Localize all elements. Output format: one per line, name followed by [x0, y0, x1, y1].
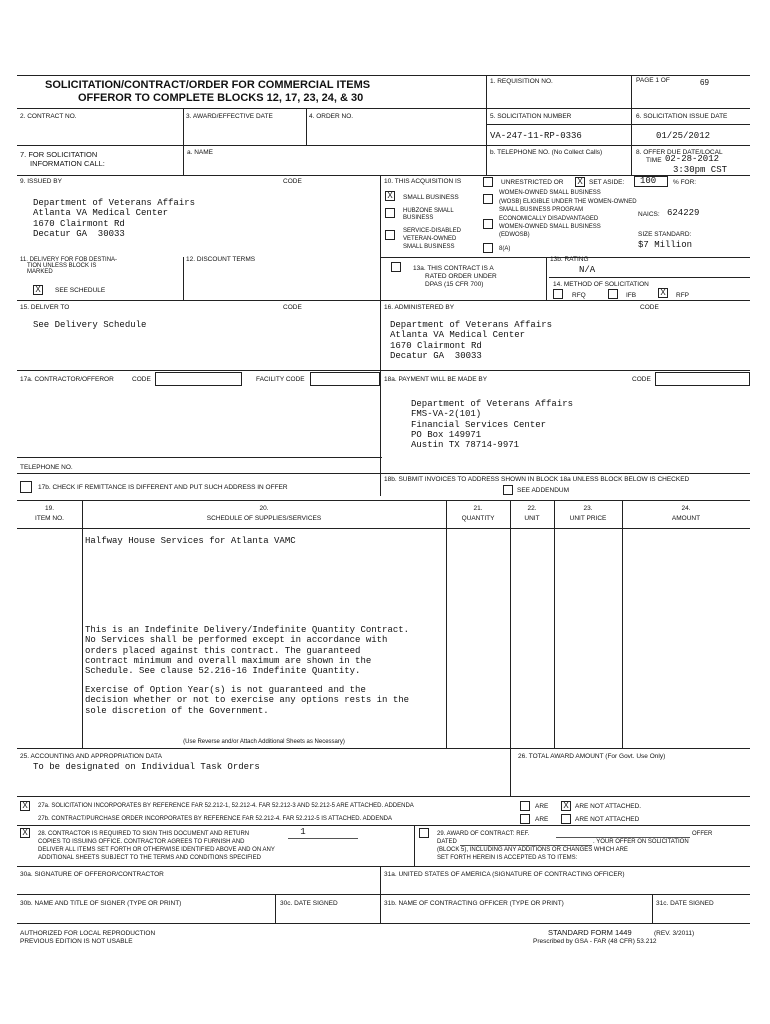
edwosb-label-2: WOMEN-OWNED SMALL BUSINESS — [499, 224, 601, 230]
copies-value: 1 — [300, 827, 306, 837]
page-total: 69 — [700, 78, 709, 87]
unit-number: 22. — [527, 505, 537, 512]
discount-terms-label: 12. DISCOUNT TERMS — [186, 256, 256, 263]
quantity-number: 21. — [473, 505, 483, 512]
27b-label: 27b. CONTRACT/PURCHASE ORDER INCORPORATES BY REFERENCE FAR 52.212-4. FAR 52.212-5 IS ATTACHED. ADDENDA — [38, 816, 392, 822]
28-label-3: DELIVER ALL ITEMS SET FORTH OR OTHERWISE IDENTIFIED ABOVE AND ON ANY — [38, 847, 275, 853]
set-aside-percent-value: 100 — [640, 176, 657, 186]
28-label-1: 28. CONTRACTOR IS REQUIRED TO SIGN THIS DOCUMENT AND RETURN — [38, 831, 250, 837]
29-your-offer-label: . YOUR OFFER ON SOLICITATION — [593, 839, 689, 845]
standard-form-number: STANDARD FORM 1449 — [548, 928, 632, 937]
eight-a-checkbox[interactable] — [483, 243, 493, 253]
see-addendum-checkbox[interactable] — [503, 485, 513, 495]
facility-code-field[interactable] — [310, 372, 380, 386]
footer-authorized: AUTHORIZED FOR LOCAL REPRODUCTION — [20, 930, 156, 937]
29-label-1: 29. AWARD OF CONTRACT: REF. — [437, 831, 530, 837]
schedule-number: 20. — [259, 505, 269, 512]
accounting-value: To be designated on Individual Task Orders — [33, 762, 260, 772]
award-date-label: 3. AWARD/EFFECTIVE DATE — [186, 113, 273, 120]
rfp-checkbox[interactable]: X — [658, 288, 668, 298]
remittance-label: 17b. CHECK IF REMITTANCE IS DIFFERENT AND PUT SUCH ADDRESS IN OFFER — [38, 484, 288, 491]
item-no-header: ITEM NO. — [35, 515, 64, 522]
unit-price-header: UNIT PRICE — [569, 515, 607, 522]
rfq-checkbox[interactable] — [553, 289, 563, 299]
reverse-note: (Use Reverse and/or Attach Additional Sheets as Necessary) — [183, 739, 345, 745]
ifb-label: IFB — [626, 292, 637, 299]
signer-name-label: 30b. NAME AND TITLE OF SIGNER (TYPE OR PRINT) — [20, 900, 182, 907]
deliver-to-value: See Delivery Schedule — [33, 320, 147, 330]
sdvosb-checkbox[interactable] — [385, 230, 395, 240]
27a-are-not-label: ARE NOT ATTACHED. — [575, 803, 642, 810]
28-label-4: ADDITIONAL SHEETS SUBJECT TO THE TERMS AND CONDITIONS SPECIFIED — [38, 855, 261, 861]
see-addendum-label: SEE ADDENDUM — [517, 487, 570, 494]
accounting-label: 25. ACCOUNTING AND APPROPRIATION DATA — [20, 753, 162, 760]
29-label-3: (BLOCK 5), INCLUDING ANY ADDITIONS OR CHANGES WHICH ARE — [437, 847, 628, 853]
amount-header: AMOUNT — [671, 515, 701, 522]
contracting-officer-signature-label: 31a. UNITED STATES OF AMERICA (SIGNATURE OF CONTRACTING OFFICER) — [384, 871, 625, 878]
revision-date: (REV. 3/2011) — [654, 930, 695, 937]
29-label-4: SET FORTH HEREIN IS ACCEPTED AS TO ITEMS: — [437, 855, 578, 861]
small-business-checkbox[interactable]: X — [385, 191, 395, 201]
set-aside-label: SET ASIDE: — [589, 179, 625, 186]
27a-are-label: ARE — [535, 803, 549, 810]
28-label-2: COPIES TO ISSUING OFFICE. CONTRACTOR AGREES TO FURNISH AND — [38, 839, 245, 845]
form-title-line1: SOLICITATION/CONTRACT/ORDER FOR COMMERCIAL ITEMS — [45, 79, 371, 91]
edwosb-label-3: (EDWOSB) — [499, 232, 530, 238]
schedule-header: SCHEDULE OF SUPPLIES/SERVICES — [206, 515, 322, 522]
amount-number: 24. — [681, 505, 691, 512]
see-schedule-label: SEE SCHEDULE — [55, 287, 106, 294]
offer-due-label: 8. OFFER DUE DATE/LOCAL — [636, 149, 723, 156]
contractor-code-label: CODE — [132, 376, 151, 383]
27b-are-not-label: ARE NOT ATTACHED — [575, 816, 640, 823]
contractor-code-field[interactable] — [155, 372, 242, 386]
rated-order-checkbox[interactable] — [391, 262, 401, 272]
contract-no-label: 2. CONTRACT NO. — [20, 113, 77, 120]
27b-are-label: ARE — [535, 816, 549, 823]
offer-due-date-value: 02-28-2012 — [665, 154, 720, 164]
rated-order-label-1: 13a. THIS CONTRACT IS A — [413, 265, 494, 272]
sdvosb-label-2: VETERAN-OWNED — [403, 236, 457, 242]
requisition-label: 1. REQUISITION NO. — [490, 78, 553, 85]
page-label: PAGE 1 OF — [636, 77, 670, 84]
naics-value: 624229 — [667, 208, 700, 218]
information-call-label: INFORMATION CALL: — [30, 159, 105, 168]
27a-are-not-checkbox[interactable]: X — [561, 801, 571, 811]
solicitation-number-label: 5. SOLICITATION NUMBER — [490, 113, 572, 120]
for-solicitation-label: 7. FOR SOLICITATION — [20, 150, 98, 159]
facility-code-label: FACILITY CODE — [256, 376, 305, 383]
administered-by-code-label: CODE — [640, 304, 659, 311]
footer-previous-edition: PREVIOUS EDITION IS NOT USABLE — [20, 938, 133, 945]
rating-label: 13b. RATING — [550, 256, 589, 263]
hubzone-label-1: HUBZONE SMALL — [403, 208, 454, 214]
29-checkbox[interactable] — [419, 828, 429, 838]
payment-code-field[interactable] — [655, 372, 750, 386]
schedule-title: Halfway House Services for Atlanta VAMC — [85, 536, 296, 546]
27a-are-checkbox[interactable] — [520, 801, 530, 811]
contracting-officer-name-label: 31b. NAME OF CONTRACTING OFFICER (TYPE OR PRINT) — [384, 900, 564, 907]
unrestricted-label: UNRESTRICTED OR — [501, 179, 564, 186]
officer-date-signed-label: 31c. DATE SIGNED — [656, 900, 714, 907]
offeror-signature-label: 30a. SIGNATURE OF OFFEROR/CONTRACTOR — [20, 871, 164, 878]
total-award-label: 26. TOTAL AWARD AMOUNT (For Govt. Use Only) — [518, 753, 666, 760]
method-of-solicitation-label: 14. METHOD OF SOLICITATION — [553, 281, 649, 288]
payment-code-label: CODE — [632, 376, 651, 383]
unit-price-number: 23. — [583, 505, 593, 512]
order-no-label: 4. ORDER NO. — [309, 113, 354, 120]
schedule-paragraph-2: Exercise of Option Year(s) is not guaranteed and the decision whether or not to exercise any options rests in the sole discretion of the Government. — [85, 685, 410, 716]
delivery-fob-label-3: MARKED — [27, 269, 53, 275]
size-standard-value: $7 Million — [638, 240, 693, 250]
remittance-checkbox[interactable] — [20, 481, 32, 493]
telephone-no-label: TELEPHONE NO. — [20, 464, 73, 471]
administered-by-label: 16. ADMINISTERED BY — [384, 304, 455, 311]
offer-due-time-value: 3:30pm CST — [673, 165, 728, 175]
wosb-checkbox[interactable] — [483, 194, 493, 204]
29-offer-label: OFFER — [692, 831, 713, 837]
issued-by-label: 9. ISSUED BY — [20, 178, 62, 185]
delivery-fob-label-2: TION UNLESS BLOCK IS — [27, 263, 97, 269]
unrestricted-checkbox[interactable] — [483, 177, 493, 187]
27a-checkbox[interactable]: X — [20, 801, 30, 811]
small-business-label: SMALL BUSINESS — [403, 194, 459, 201]
wosb-label-1: WOMEN-OWNED SMALL BUSINESS — [499, 190, 601, 196]
solicitation-number-value: VA-247-11-RP-0336 — [490, 131, 582, 141]
schedule-paragraph-1: This is an Indefinite Delivery/Indefinite Quantity Contract. No Services shall be performed except in accordance with orders placed against this contract. The guaranteed contract minimum and overall maximum are shown in the Schedule. See clause 52.216-16 Indefinite Quantity. — [85, 625, 410, 677]
wosb-label-2: (WOSB) ELIGIBLE UNDER THE WOMEN-OWNED — [499, 199, 637, 205]
prescribed-by: Prescribed by GSA - FAR (48 CFR) 53.212 — [533, 938, 657, 945]
27b-are-checkbox[interactable] — [520, 814, 530, 824]
submit-invoices-label: 18b. SUBMIT INVOICES TO ADDRESS SHOWN IN BLOCK 18a UNLESS BLOCK BELOW IS CHECKED — [384, 476, 690, 483]
deliver-to-label: 15. DELIVER TO — [20, 304, 70, 311]
see-schedule-checkbox[interactable]: X — [33, 285, 43, 295]
rfp-label: RFP — [676, 292, 689, 299]
payment-by-address: Department of Veterans Affairs FMS-VA-2(101) Financial Services Center PO Box 149971 Austin TX 78714-9971 — [411, 399, 574, 451]
administered-by-address: Department of Veterans Affairs Atlanta VA Medical Center 1670 Clairmont Rd Decatur GA 30033 — [390, 320, 553, 361]
name-label: a. NAME — [187, 149, 214, 156]
percent-for-label: % FOR: — [673, 179, 697, 186]
27a-label: 27a. SOLICITATION INCORPORATES BY REFERENCE FAR 52.212-1, 52.212-4. FAR 52.212-3 AND 52.212-5 ARE ATTACHED. ADDENDA — [38, 803, 414, 809]
naics-label: NAICS: — [638, 211, 660, 218]
hubzone-checkbox[interactable] — [385, 208, 395, 218]
wosb-label-3: SMALL BUSINESS PROGRAM — [499, 207, 584, 213]
payment-by-label: 18a. PAYMENT WILL BE MADE BY — [384, 376, 488, 383]
size-standard-label: SIZE STANDARD: — [638, 231, 692, 238]
28-checkbox[interactable]: X — [20, 828, 30, 838]
edwosb-label-1: ECONOMICALLY DISADVANTAGED — [499, 216, 599, 222]
deliver-to-code-label: CODE — [283, 304, 302, 311]
solicitation-issue-date-value: 01/25/2012 — [656, 131, 711, 141]
eight-a-label: 8(A) — [499, 246, 511, 252]
form-title-line2: OFFEROR TO COMPLETE BLOCKS 12, 17, 23, 24, & 30 — [78, 92, 364, 104]
ifb-checkbox[interactable] — [608, 289, 618, 299]
unit-header: UNIT — [524, 515, 540, 522]
hubzone-label-2: BUSINESS — [403, 215, 434, 221]
solicitation-issue-date-label: 6. SOLICITATION ISSUE DATE — [636, 113, 728, 120]
delivery-fob-label-1: 11. DELIVERY FOR FOB DESTINA- — [20, 257, 118, 263]
telephone-label: b. TELEPHONE NO. (No Collect Calls) — [490, 149, 603, 156]
27b-are-not-checkbox[interactable] — [561, 814, 571, 824]
rated-order-label-2: RATED ORDER UNDER — [425, 273, 497, 280]
rfq-label: RFQ — [572, 292, 586, 299]
acquisition-label: 10. THIS ACQUISITION IS — [384, 178, 462, 185]
issued-by-code-label: CODE — [283, 178, 302, 185]
rated-order-label-3: DPAS (15 CFR 700) — [425, 281, 484, 288]
sdvosb-label-1: SERVICE-DISABLED — [403, 228, 461, 234]
edwosb-checkbox[interactable] — [483, 219, 493, 229]
offer-due-time-label: TIME — [646, 157, 662, 164]
issued-by-address: Department of Veterans Affairs Atlanta VA Medical Center 1670 Clairmont Rd Decatur GA 30033 — [33, 198, 196, 239]
rating-value: N/A — [579, 265, 596, 275]
quantity-header: QUANTITY — [461, 515, 495, 522]
item-no-number: 19. — [44, 505, 55, 512]
sdvosb-label-3: SMALL BUSINESS — [403, 244, 455, 250]
contractor-offeror-label: 17a. CONTRACTOR/OFFEROR — [20, 376, 114, 383]
set-aside-checkbox[interactable]: X — [575, 177, 585, 187]
29-dated-label: DATED — [437, 839, 457, 845]
offeror-date-signed-label: 30c. DATE SIGNED — [280, 900, 338, 907]
